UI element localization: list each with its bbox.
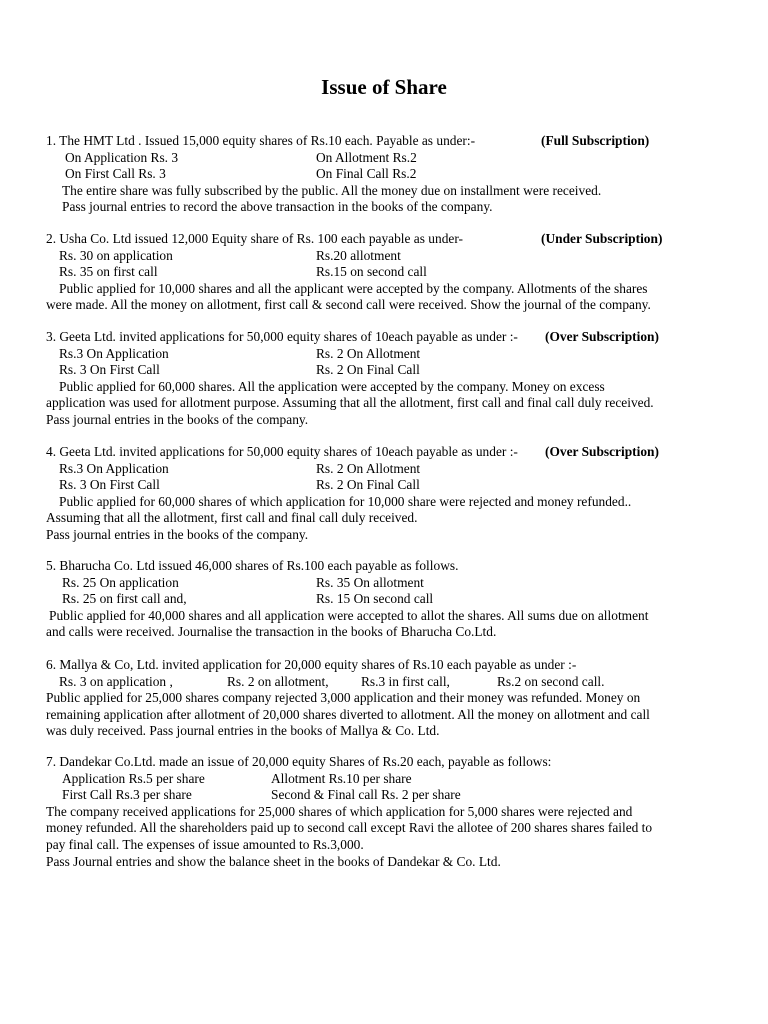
question-1-term: On Final Call Rs.2 <box>316 166 417 182</box>
question-3-term: Rs. 2 On Allotment <box>316 345 421 361</box>
question-1-term: On Allotment Rs.2 <box>316 149 417 165</box>
question-5-term: Rs. 35 On allotment <box>316 574 424 590</box>
question-1 <box>46 133 726 216</box>
question-1-term: On First Call Rs. 3 <box>65 166 166 182</box>
question-5-text: and calls were received. Journalise the transaction in the books of Bharucha Co.Ltd. <box>46 624 497 640</box>
question-7-term: Second & Final call Rs. 2 per share <box>271 787 461 803</box>
question-7-text: The company received applications for 25,000 shares of which application for 5,000 shares were rejected and <box>46 803 633 819</box>
question-1-text: Pass journal entries to record the above transaction in the books of the company. <box>62 199 493 215</box>
question-2-heading: 2. Usha Co. Ltd issued 12,000 Equity share of Rs. 100 each payable as under- <box>46 231 463 246</box>
question-6-text: remaining application after allotment of 20,000 shares diverted to allotment. All the money on allotment and call <box>46 706 650 722</box>
question-6-term: Rs. 2 on allotment, <box>227 673 329 689</box>
question-5-text: Public applied for 40,000 shares and all application were accepted to allot the shares. All sums due on allotment <box>49 607 649 623</box>
question-6 <box>46 657 726 740</box>
question-4-term: Rs. 2 On Allotment <box>316 460 421 476</box>
question-2-tag: (Under Subscription) <box>541 231 663 246</box>
question-5-heading: 5. Bharucha Co. Ltd issued 46,000 shares of Rs.100 each payable as follows. <box>46 558 459 573</box>
question-2-term: Rs.15 on second call <box>316 264 427 280</box>
question-1-term: On Application Rs. 3 <box>65 149 179 165</box>
question-7-term: Application Rs.5 per share <box>62 770 205 786</box>
question-2-text: Public applied for 10,000 shares and all the applicant were accepted by the company. Allotments of the shares <box>59 280 648 296</box>
question-1-tag: (Full Subscription) <box>541 133 650 148</box>
question-7-term: Allotment Rs.10 per share <box>271 770 412 786</box>
question-3-text: Public applied for 60,000 shares. All the application were accepted by the company. Money on excess <box>59 378 605 394</box>
question-7-term: First Call Rs.3 per share <box>62 787 192 803</box>
question-3 <box>46 329 726 429</box>
question-3-term: Rs. 2 On Final Call <box>316 362 420 378</box>
question-3-heading: 3. Geeta Ltd. invited applications for 50,000 equity shares of 10each payable as under :- <box>46 329 518 344</box>
question-5 <box>46 558 726 641</box>
question-6-term: Rs.3 in first call, <box>361 673 450 689</box>
question-2-term: Rs. 30 on application <box>59 247 173 263</box>
question-4-heading: 4. Geeta Ltd. invited applications for 50,000 equity shares of 10each payable as under :- <box>46 444 518 459</box>
question-2-term: Rs. 35 on first call <box>59 264 158 280</box>
question-5-term: Rs. 25 on first call and, <box>62 591 187 607</box>
question-1-text: The entire share was fully subscribed by the public. All the money due on installment were received. <box>62 182 602 198</box>
question-3-term: Rs. 3 On First Call <box>59 362 160 378</box>
question-4-text: Assuming that all the allotment, first call and final call duly received. <box>46 510 418 526</box>
question-7 <box>46 754 726 870</box>
question-6-text: was duly received. Pass journal entries in the books of Mallya & Co. Ltd. <box>46 723 440 739</box>
question-2-term: Rs.20 allotment <box>316 247 401 263</box>
question-4-tag: (Over Subscription) <box>545 444 659 459</box>
question-1-heading: 1. The HMT Ltd . Issued 15,000 equity shares of Rs.10 each. Payable as under:- <box>46 133 476 148</box>
question-2 <box>46 231 726 314</box>
question-7-text: money refunded. All the shareholders paid up to second call except Ravi the allotee of 200 shares shares failed to <box>46 820 653 836</box>
question-3-term: Rs.3 On Application <box>59 345 169 361</box>
question-7-heading: 7. Dandekar Co.Ltd. made an issue of 20,000 equity Shares of Rs.20 each, payable as follows: <box>46 754 552 769</box>
page-title: Issue of Share <box>321 75 447 99</box>
question-4-term: Rs. 2 On Final Call <box>316 477 420 493</box>
question-3-text: Pass journal entries in the books of the company. <box>46 411 309 427</box>
question-3-text: application was used for allotment purpose. Assuming that all the allotment, first call and final call duly received. <box>46 395 654 411</box>
question-5-term: Rs. 15 On second call <box>316 591 434 607</box>
question-7-text: pay final call. The expenses of issue amounted to Rs.3,000. <box>46 836 364 852</box>
question-7-text: Pass Journal entries and show the balance sheet in the books of Dandekar & Co. Ltd. <box>46 853 501 869</box>
question-2-text: were made. All the money on allotment, first call & second call were received. Show the journal of the company. <box>46 297 651 313</box>
question-4-term: Rs.3 On Application <box>59 460 169 476</box>
question-3-tag: (Over Subscription) <box>545 329 659 344</box>
question-4-term: Rs. 3 On First Call <box>59 477 160 493</box>
question-5-term: Rs. 25 On application <box>62 574 179 590</box>
question-4 <box>46 444 726 544</box>
question-6-text: Public applied for 25,000 shares company rejected 3,000 application and their money was refunded. Money on <box>46 690 641 706</box>
question-6-term: Rs.2 on second call. <box>497 673 605 689</box>
question-6-heading: 6. Mallya & Co, Ltd. invited application for 20,000 equity shares of Rs.10 each payable as under :- <box>46 657 577 672</box>
question-4-text: Public applied for 60,000 shares of which application for 10,000 share were rejected and money refunded.. <box>59 493 632 509</box>
question-6-term: Rs. 3 on application , <box>59 673 173 689</box>
question-4-text: Pass journal entries in the books of the company. <box>46 526 309 542</box>
